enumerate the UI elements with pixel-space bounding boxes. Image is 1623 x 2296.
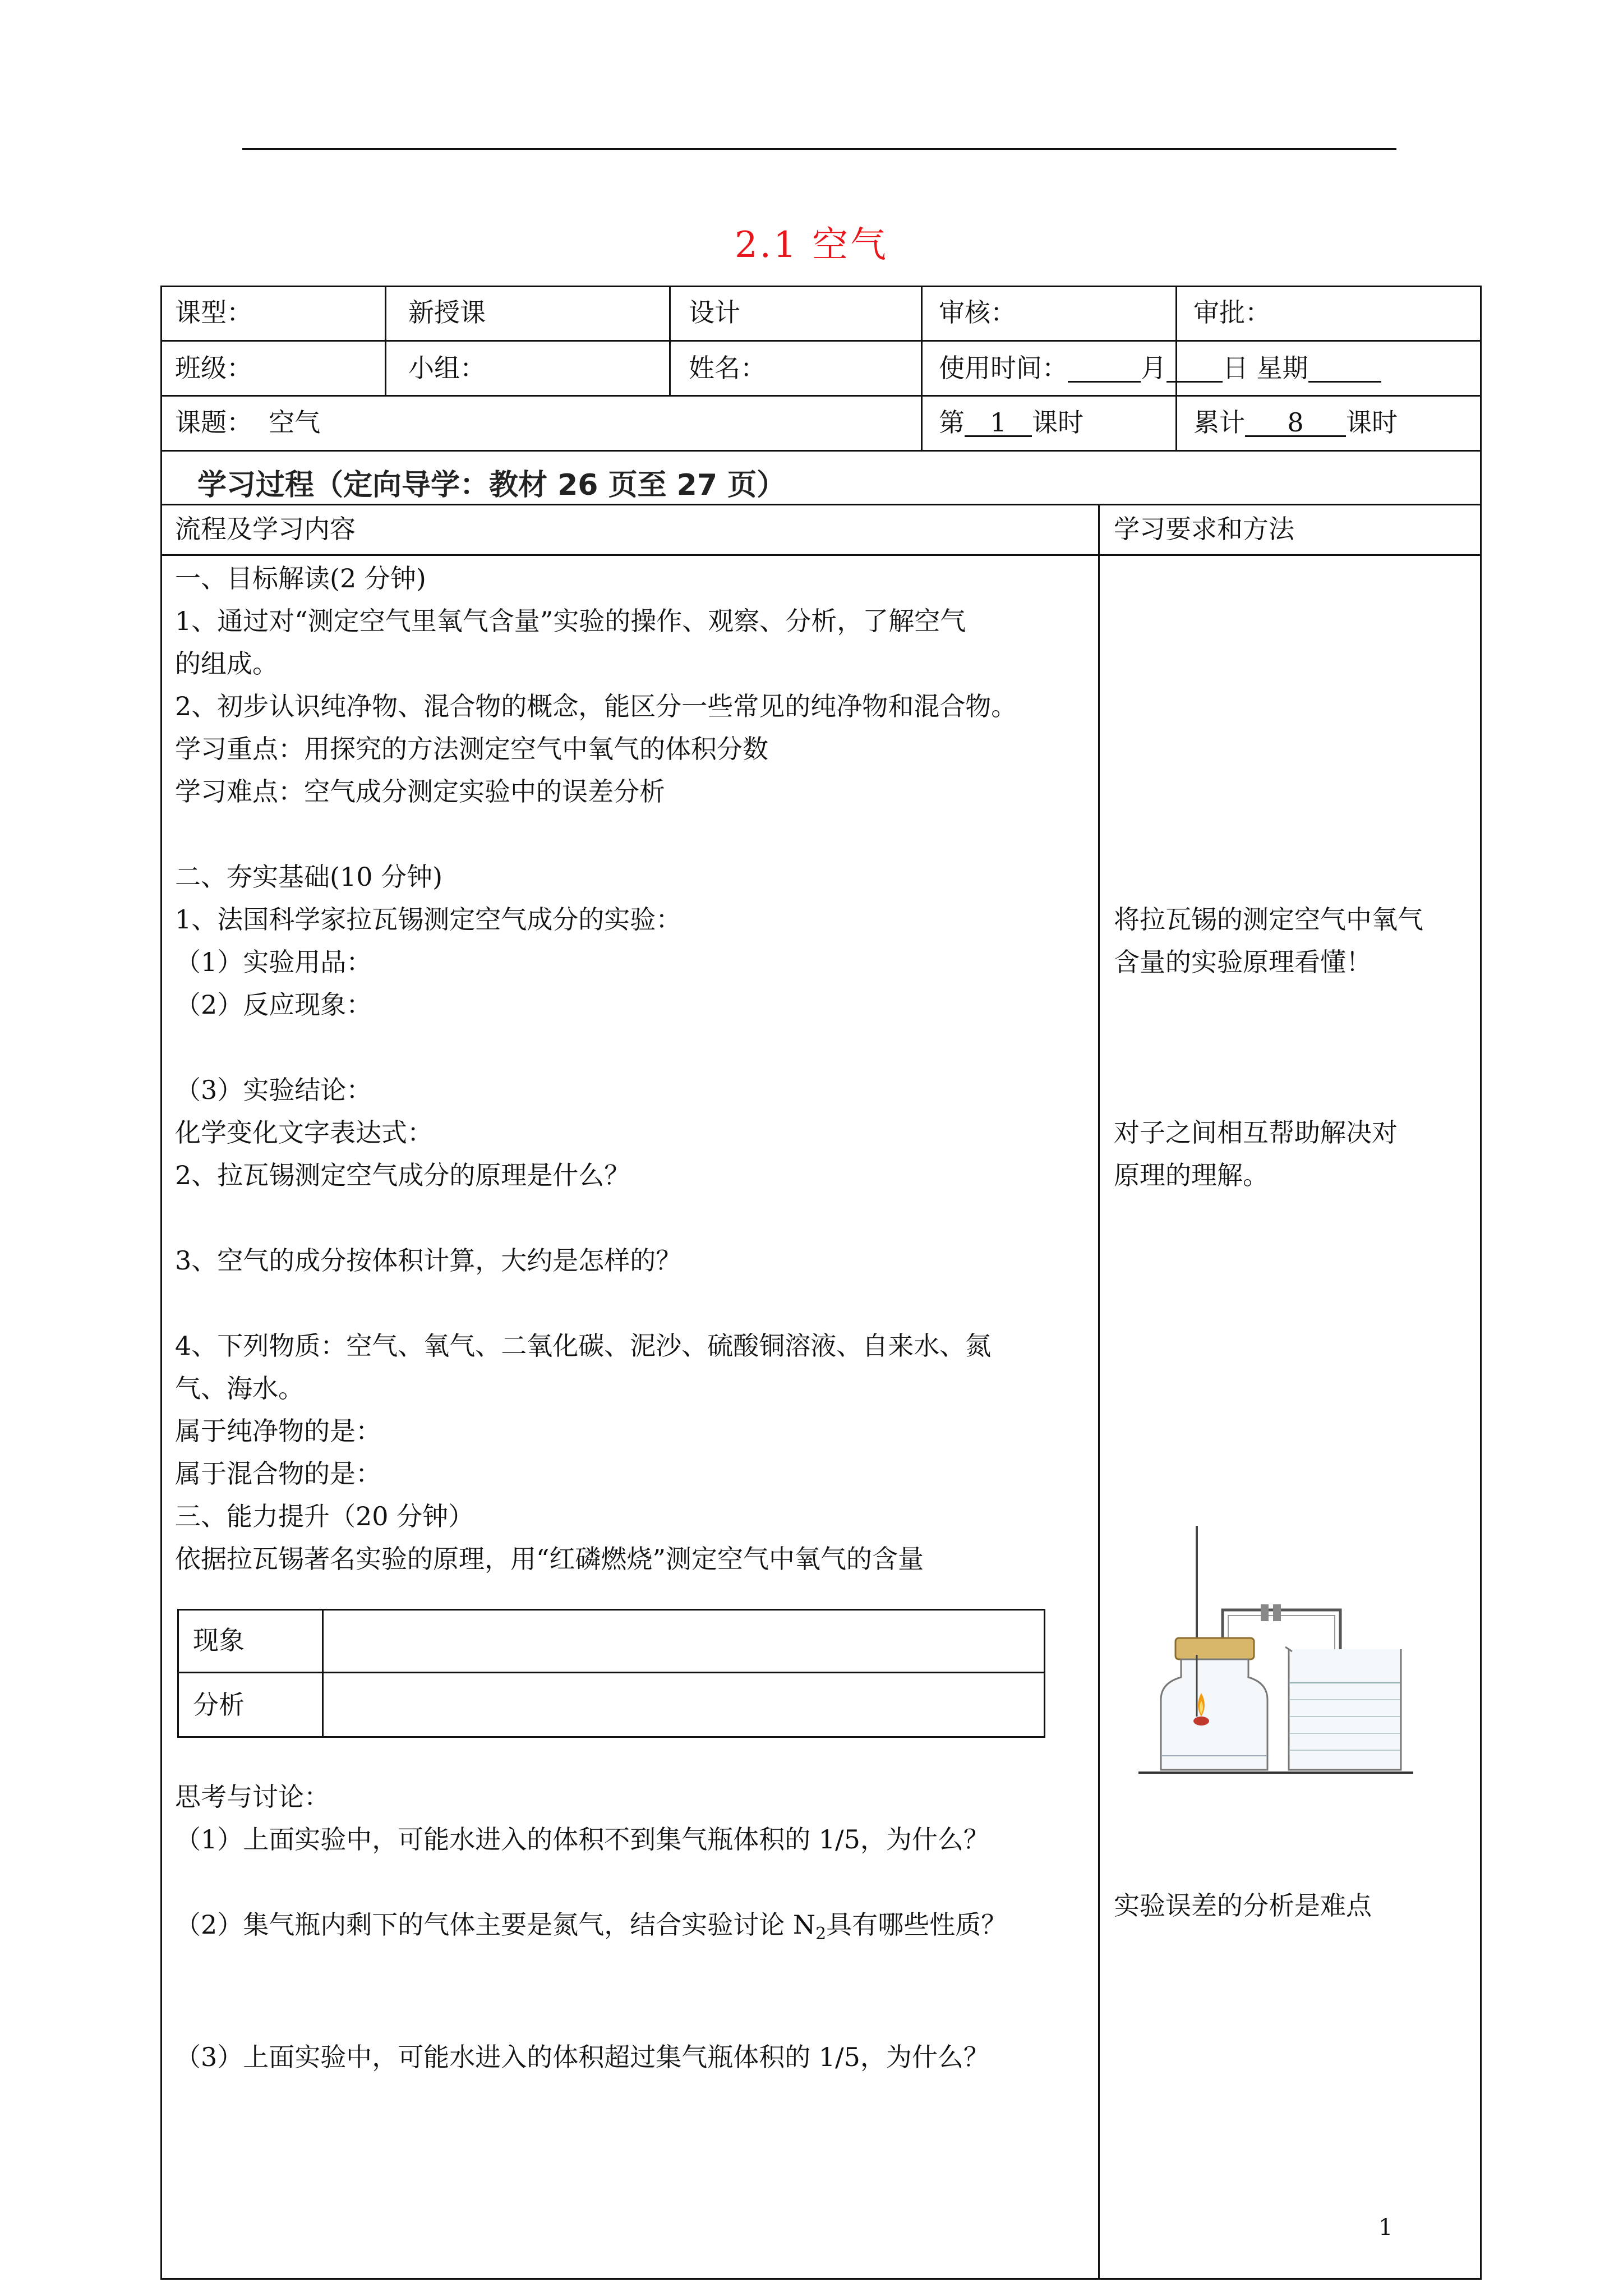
month-label: 月 xyxy=(1141,353,1166,383)
total-lessons-value: 8 xyxy=(1245,409,1346,437)
inner-row-divider xyxy=(177,1672,1045,1673)
question-2-text: （2）集气瓶内剩下的气体主要是氮气，结合实验讨论 N xyxy=(175,1910,816,1940)
inner-col-divider xyxy=(322,1609,324,1738)
course-type-value: 新授课 xyxy=(408,297,486,328)
phenomenon-label: 现象 xyxy=(193,1625,245,1655)
usage-time xyxy=(939,355,1381,383)
row-divider xyxy=(160,450,1482,452)
row-divider xyxy=(160,554,1482,556)
design-label: 设计 xyxy=(689,297,740,328)
col-header-right: 学习要求和方法 xyxy=(1114,514,1294,544)
row-divider xyxy=(160,395,1482,397)
total-suffix: 课时 xyxy=(1346,407,1398,438)
basics-heading: 二、夯实基础(10 分钟) xyxy=(175,862,443,892)
note-1: 将拉瓦锡的测定空气中氧气 xyxy=(1114,904,1423,935)
group-label: 小组： xyxy=(408,353,486,383)
mixtures: 属于混合物的是： xyxy=(175,1458,381,1489)
ability-heading: 三、能力提升（20 分钟） xyxy=(175,1501,474,1531)
basics-item-3: 3、空气的成分按体积计算，大约是怎样的？ xyxy=(175,1245,682,1276)
question-3: （3）上面实验中，可能水进入的体积超过集气瓶体积的 1/5，为什么？ xyxy=(175,2042,989,2072)
weekday-label: 星期 xyxy=(1256,353,1308,383)
total-lessons xyxy=(1193,409,1398,437)
review-label: 审核： xyxy=(939,297,1016,328)
pure-substances: 属于纯净物的是： xyxy=(175,1416,381,1446)
row-divider xyxy=(160,340,1482,342)
header-rule xyxy=(242,148,1396,150)
day-label: 日 xyxy=(1223,353,1248,383)
basics-item-4-cont: 气、海水。 xyxy=(175,1373,304,1404)
col-divider xyxy=(921,286,923,450)
basics-item-2: 2、拉瓦锡测定空气成分的原理是什么？ xyxy=(175,1160,630,1190)
analysis-label: 分析 xyxy=(193,1690,245,1720)
goal-item-1: 1、通过对“测定空气里氧气含量”实验的操作、观察、分析，了解空气 xyxy=(175,606,966,636)
note-2: 对子之间相互帮助解决对 xyxy=(1114,1117,1398,1148)
course-type-label: 课型： xyxy=(175,297,252,328)
page-number: 1 xyxy=(1378,2215,1393,2240)
question-2-text-end: 具有哪些性质？ xyxy=(826,1910,1007,1940)
lesson-number xyxy=(939,409,1083,437)
total-prefix: 累计 xyxy=(1193,407,1245,438)
goal-item-2: 2、初步认识纯净物、混合物的概念，能区分一些常见的纯净物和混合物。 xyxy=(175,691,1017,721)
note-1-cont: 含量的实验原理看懂！ xyxy=(1114,947,1372,977)
topic-value: 空气 xyxy=(269,407,321,438)
note-3: 实验误差的分析是难点 xyxy=(1114,1890,1372,1921)
basics-item-4: 4、下列物质：空气、氧气、二氧化碳、泥沙、硫酸铜溶液、自来水、氮 xyxy=(175,1331,992,1361)
col-divider xyxy=(669,286,671,395)
goal-heading: 一、目标解读(2 分钟) xyxy=(175,563,426,593)
basics-sub-2: （2）反应现象： xyxy=(175,990,372,1020)
word-equation: 化学变化文字表达式： xyxy=(175,1117,433,1148)
note-2-cont: 原理的理解。 xyxy=(1114,1160,1269,1190)
basics-sub-3: （3）实验结论： xyxy=(175,1075,372,1105)
row-divider xyxy=(160,504,1482,505)
col-divider xyxy=(385,286,386,395)
col-header-left: 流程及学习内容 xyxy=(175,514,356,544)
ability-intro: 依据拉瓦锡著名实验的原理，用“红磷燃烧”测定空气中氧气的含量 xyxy=(175,1544,924,1574)
basics-sub-1: （1）实验用品： xyxy=(175,947,372,977)
name-label: 姓名： xyxy=(689,353,766,383)
topic-label: 课题： xyxy=(175,407,252,438)
class-label: 班级： xyxy=(175,353,252,383)
key-point: 学习重点：用探究的方法测定空气中氧气的体积分数 xyxy=(175,734,768,764)
question-1: （1）上面实验中，可能水进入的体积不到集气瓶体积的 1/5，为什么？ xyxy=(175,1824,989,1855)
question-2 xyxy=(175,1912,1007,1943)
difficulty: 学习难点：空气成分测定实验中的误差分析 xyxy=(175,776,665,807)
basics-item-1: 1、法国科学家拉瓦锡测定空气成分的实验： xyxy=(175,904,682,935)
question-2-subscript: 2 xyxy=(815,1924,827,1944)
lesson-suffix: 课时 xyxy=(1032,407,1083,438)
topic xyxy=(175,407,321,438)
section-title: 学习过程（定向导学：教材 26 页至 27 页） xyxy=(197,468,786,502)
lesson-prefix: 第 xyxy=(939,407,965,438)
usage-time-label: 使用时间： xyxy=(939,353,1068,383)
discussion-heading: 思考与讨论： xyxy=(175,1782,330,1812)
col-divider xyxy=(1098,504,1100,2280)
page-title: 2.1 空气 xyxy=(734,224,889,266)
goal-item-1-cont: 的组成。 xyxy=(175,648,278,679)
lesson-number-value: 1 xyxy=(965,409,1032,437)
approve-label: 审批： xyxy=(1193,297,1271,328)
apparatus-illustration xyxy=(1138,1515,1419,1784)
observation-table xyxy=(177,1609,1045,1738)
